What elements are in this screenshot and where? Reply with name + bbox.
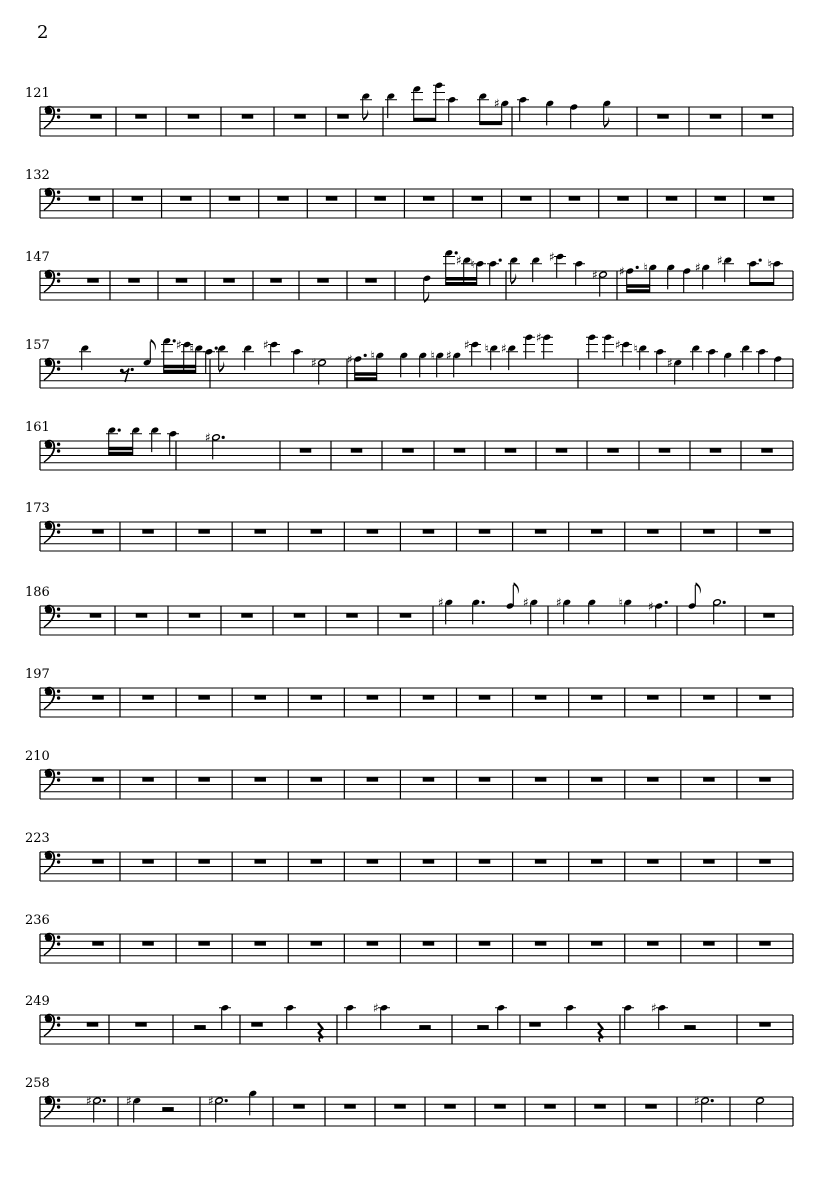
whole-rest (494, 1104, 506, 1108)
whole-rest (351, 448, 363, 452)
whole-rest (367, 529, 379, 533)
whole-rest (535, 777, 547, 781)
measure-number: 197 (25, 667, 50, 682)
whole-rest (294, 613, 306, 617)
whole-rest (479, 859, 491, 863)
whole-rest (423, 777, 435, 781)
whole-rest (703, 777, 715, 781)
half-rest (419, 1025, 431, 1029)
measure-number: 223 (25, 831, 50, 846)
natural-accidental: ♮ (370, 348, 375, 363)
whole-rest (367, 941, 379, 945)
whole-rest (132, 196, 144, 200)
whole-rest (535, 941, 547, 945)
whole-rest (254, 777, 265, 781)
half-rest (162, 1107, 174, 1111)
whole-rest (92, 695, 104, 699)
whole-rest (535, 695, 547, 699)
staff-system-223 (25, 831, 793, 881)
whole-rest (142, 529, 154, 533)
whole-rest (229, 196, 241, 200)
whole-rest (591, 529, 603, 533)
whole-rest (254, 941, 265, 945)
quarter-rest (318, 1023, 323, 1042)
sharp-accidental: ♯ (346, 352, 353, 367)
whole-rest (423, 695, 435, 699)
natural-accidental: ♮ (767, 257, 772, 272)
sharp-accidental: ♯ (693, 1093, 700, 1108)
whole-rest (92, 529, 104, 533)
whole-rest (759, 859, 771, 863)
whole-rest (142, 941, 154, 945)
bass-clef-icon (44, 605, 61, 628)
whole-rest (188, 114, 200, 118)
natural-accidental: ♮ (618, 595, 623, 610)
whole-rest (136, 613, 148, 617)
staff-system-147 (25, 249, 793, 303)
half-rest (684, 1025, 696, 1029)
whole-rest (423, 859, 435, 863)
whole-rest (710, 114, 722, 118)
whole-rest (198, 695, 210, 699)
natural-accidental: ♮ (633, 341, 638, 356)
sharp-accidental: ♯ (493, 96, 500, 111)
bass-clef-icon (44, 188, 61, 211)
bass-clef-icon (44, 440, 61, 463)
whole-rest (293, 1104, 305, 1108)
whole-rest (472, 196, 484, 200)
staff-system-157 (25, 331, 793, 388)
whole-rest (479, 941, 491, 945)
staff-system-197 (25, 667, 793, 717)
whole-rest (223, 278, 235, 282)
sharp-accidental: ♯ (618, 264, 625, 279)
whole-rest (714, 196, 726, 200)
sharp-accidental: ♯ (262, 337, 269, 352)
staff-system-210 (25, 749, 793, 799)
whole-rest (759, 529, 771, 533)
whole-rest (759, 1022, 771, 1026)
bass-clef-icon (44, 851, 61, 874)
whole-rest (242, 114, 254, 118)
bass-clef-icon (44, 358, 61, 381)
whole-rest (277, 196, 289, 200)
whole-rest (520, 196, 532, 200)
natural-accidental: ♮ (189, 341, 194, 356)
measure-number: 147 (25, 250, 50, 265)
whole-rest (254, 695, 265, 699)
whole-rest (703, 941, 715, 945)
whole-rest (311, 695, 323, 699)
natural-accidental: ♮ (643, 260, 648, 275)
measure-number: 236 (25, 913, 50, 928)
sharp-accidental: ♯ (500, 341, 507, 356)
sharp-accidental: ♯ (125, 1093, 132, 1108)
whole-rest (710, 448, 722, 452)
whole-rest (591, 777, 603, 781)
sharp-accidental: ♯ (650, 1001, 657, 1016)
sharp-accidental: ♯ (445, 348, 452, 363)
whole-rest (535, 859, 547, 863)
whole-rest (647, 941, 659, 945)
whole-rest (326, 196, 338, 200)
staff-system-121 (25, 82, 793, 136)
whole-rest (365, 278, 377, 282)
sharp-accidental: ♯ (207, 1093, 214, 1108)
whole-rest (394, 1104, 406, 1108)
whole-rest (569, 196, 581, 200)
whole-rest (454, 448, 466, 452)
whole-rest (666, 196, 678, 200)
eighth-rest (120, 368, 134, 382)
sharp-accidental: ♯ (372, 1001, 379, 1016)
whole-rest (189, 613, 201, 617)
whole-rest (270, 278, 282, 282)
whole-rest (317, 278, 329, 282)
sharp-accidental: ♯ (204, 430, 211, 445)
whole-rest (180, 196, 192, 200)
whole-rest (346, 613, 358, 617)
measure-number: 186 (25, 585, 50, 600)
whole-rest (647, 859, 659, 863)
whole-rest (311, 777, 323, 781)
whole-rest (659, 448, 671, 452)
staff-system-186 (25, 582, 793, 635)
quarter-rest (598, 1023, 603, 1042)
bass-clef-icon (44, 270, 61, 293)
whole-rest (142, 859, 154, 863)
whole-rest (87, 1022, 99, 1026)
bass-clef-icon (44, 769, 61, 792)
whole-rest (367, 695, 379, 699)
bass-clef-icon (44, 687, 61, 710)
whole-rest (176, 278, 188, 282)
staff-system-236 (25, 913, 793, 963)
whole-rest (254, 859, 265, 863)
sharp-accidental: ♯ (175, 337, 182, 352)
whole-rest (423, 196, 435, 200)
measure-number: 157 (25, 338, 50, 353)
whole-rest (529, 1022, 541, 1026)
whole-rest (647, 529, 659, 533)
whole-rest (254, 529, 265, 533)
whole-rest (544, 1104, 556, 1108)
whole-rest (423, 941, 435, 945)
sharp-accidental: ♯ (463, 337, 470, 352)
sharp-accidental: ♯ (310, 355, 317, 370)
measure-number: 161 (25, 420, 50, 435)
whole-rest (759, 777, 771, 781)
whole-rest (763, 613, 775, 617)
sharp-accidental: ♯ (591, 267, 598, 282)
bass-clef-icon (44, 1096, 61, 1119)
whole-rest (367, 777, 379, 781)
whole-rest (142, 695, 154, 699)
measure-number: 258 (25, 1076, 50, 1091)
sharp-accidental: ♯ (694, 260, 701, 275)
whole-rest (311, 529, 323, 533)
whole-rest (763, 196, 775, 200)
staff-system-258 (25, 1076, 793, 1126)
natural-accidental: ♮ (470, 257, 475, 272)
whole-rest (479, 695, 491, 699)
whole-rest (479, 529, 491, 533)
whole-rest (241, 613, 253, 617)
whole-rest (762, 114, 774, 118)
sharp-accidental: ♯ (548, 249, 555, 264)
whole-rest (703, 859, 715, 863)
whole-rest (591, 695, 603, 699)
whole-rest (591, 941, 603, 945)
whole-rest (759, 941, 771, 945)
whole-rest (367, 859, 379, 863)
whole-rest (198, 941, 210, 945)
whole-rest (607, 448, 619, 452)
whole-rest (90, 613, 102, 617)
bass-clef-icon (44, 521, 61, 544)
half-rest (477, 1025, 489, 1029)
whole-rest (135, 1022, 147, 1026)
sharp-accidental: ♯ (85, 1093, 92, 1108)
whole-rest (89, 196, 101, 200)
whole-rest (300, 448, 312, 452)
whole-rest (402, 448, 414, 452)
half-rest (194, 1025, 206, 1029)
whole-rest (374, 196, 386, 200)
sharp-accidental: ♯ (555, 595, 562, 610)
whole-rest (135, 114, 147, 118)
whole-rest (759, 695, 771, 699)
measure-number: 121 (25, 86, 50, 101)
sharp-accidental: ♯ (647, 599, 654, 614)
whole-rest (92, 777, 104, 781)
whole-rest (311, 941, 323, 945)
whole-rest (703, 695, 715, 699)
whole-rest (761, 448, 773, 452)
whole-rest (90, 114, 102, 118)
whole-rest (556, 448, 568, 452)
whole-rest (87, 278, 99, 282)
staff-system-173 (25, 501, 793, 551)
whole-rest (647, 695, 659, 699)
whole-rest (444, 1104, 456, 1108)
whole-rest (647, 777, 659, 781)
whole-rest (479, 777, 491, 781)
whole-rest (617, 196, 629, 200)
whole-rest (92, 859, 104, 863)
whole-rest (198, 777, 210, 781)
whole-rest (505, 448, 517, 452)
whole-rest (337, 114, 349, 118)
bass-clef-icon (44, 1014, 61, 1037)
whole-rest (251, 1022, 263, 1026)
sharp-accidental: ♯ (614, 337, 621, 352)
whole-rest (535, 529, 547, 533)
whole-rest (294, 114, 306, 118)
sharp-accidental: ♯ (455, 253, 462, 268)
whole-rest (591, 859, 603, 863)
sharp-accidental: ♯ (666, 355, 673, 370)
whole-rest (198, 529, 210, 533)
whole-rest (423, 529, 435, 533)
sharp-accidental: ♯ (437, 595, 444, 610)
whole-rest (400, 613, 412, 617)
measure-number: 132 (25, 168, 50, 183)
whole-rest (311, 859, 323, 863)
measure-number: 173 (25, 501, 50, 516)
whole-rest (128, 278, 140, 282)
natural-accidental: ♮ (484, 341, 489, 356)
bass-clef-icon (44, 106, 61, 129)
whole-rest (703, 529, 715, 533)
sharp-accidental: ♯ (522, 595, 529, 610)
whole-rest (198, 859, 210, 863)
page-number: 2 (37, 22, 49, 43)
sharp-accidental: ♯ (535, 330, 542, 345)
whole-rest (344, 1104, 356, 1108)
whole-rest (92, 941, 104, 945)
staff-system-132 (25, 168, 793, 218)
bass-clef-icon (44, 933, 61, 956)
whole-rest (142, 777, 154, 781)
natural-accidental: ♮ (430, 348, 435, 363)
measure-number: 249 (25, 994, 50, 1009)
measure-number: 210 (25, 749, 50, 764)
whole-rest (594, 1104, 606, 1108)
staff-system-161 (25, 420, 793, 470)
staff-system-249 (25, 994, 793, 1044)
sharp-accidental: ♯ (716, 253, 723, 268)
whole-rest (657, 114, 669, 118)
whole-rest (645, 1104, 657, 1108)
